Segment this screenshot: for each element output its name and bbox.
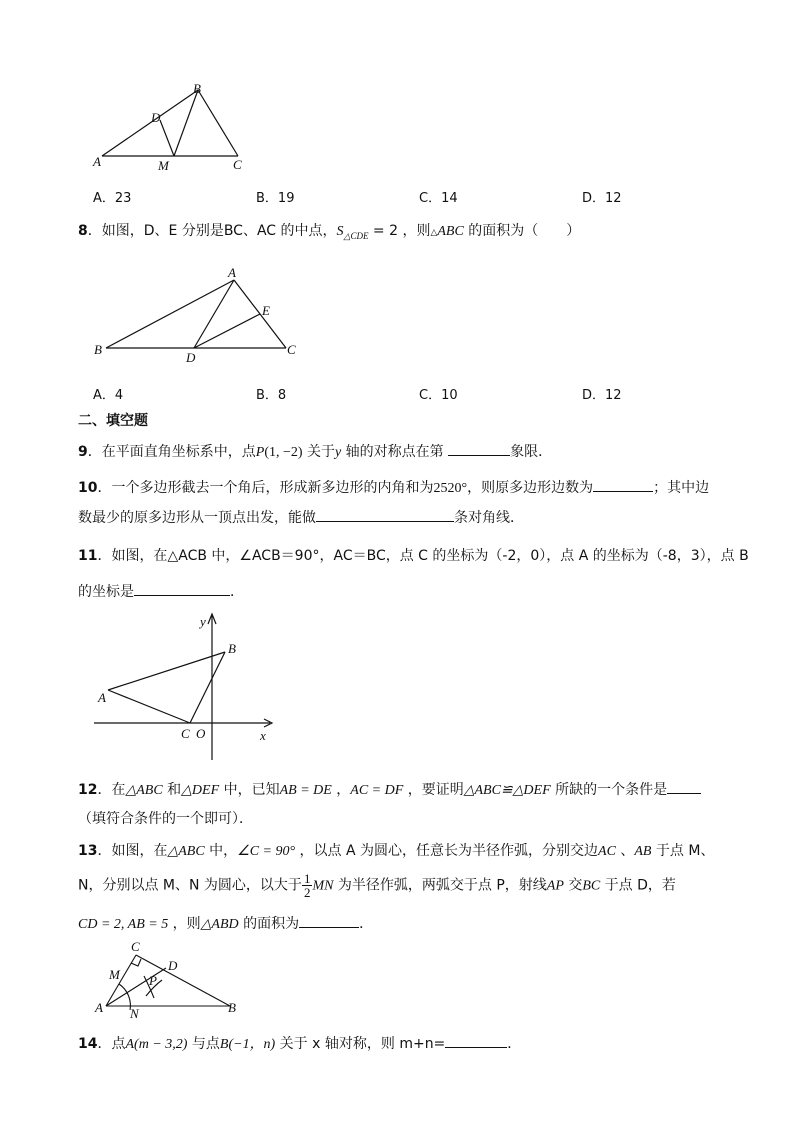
label-C: C [131,939,140,954]
given-values: CD = 2, AB = 5 [78,917,169,932]
fraction-half: $\frac{1}{2}$ [303,871,311,900]
label-B: B [228,1000,236,1015]
label-P: P [149,973,157,988]
label-D: D [186,350,196,365]
side-ab: AB [634,844,652,859]
side-ac: AC [598,844,616,859]
question-text: ．在 [97,782,126,798]
answer-blank[interactable] [448,441,510,456]
axis-name: y [335,445,342,460]
question-text: 中， [204,843,238,859]
question-text: ．在平面直角坐标系中，点 [87,444,256,460]
answer-blank[interactable] [667,779,701,794]
question-text: ，则 [398,223,431,239]
point-b: B [219,1037,229,1052]
question-text: 轴的对称点在第 [341,444,444,460]
label-A: A [228,265,236,280]
option-b[interactable]: B．8 [256,388,287,403]
question-text: 象限． [510,444,553,460]
label-A: A [95,1000,103,1015]
side-bc: BC [582,878,601,894]
question-12-line-2 [78,809,253,829]
question-text: 关于 [302,444,335,460]
point-a-coordinates: (m − 3,2) [134,1037,188,1052]
question-10-line-2 [78,507,524,528]
point-b-coordinates: (−1，n) [228,1037,276,1052]
question-text: ，要证明 [403,782,464,798]
point-a: A [125,1037,135,1052]
q11-figure [90,610,290,770]
question-text: 于点 M、 [651,843,715,859]
label-M: M [109,967,120,982]
question-text: 中，已知 [219,782,280,798]
question-11-line-1 [78,546,749,566]
triangle-abd: △ABD [200,917,239,932]
question-text: ，则 [168,916,201,932]
question-text: 数最少的原多边形从一顶点出发，能做 [78,510,316,526]
point-coordinates: (1, −2) [264,445,303,460]
question-13-line-2 [78,872,676,899]
question-text: ，以点 A 为圆心，任意长为半径作弧，分别交边 [295,843,599,859]
label-C: C [233,157,242,172]
triangle-name: ABC [437,224,464,239]
question-11-line-2 [78,581,244,602]
right-angle: ∠C = 90° [237,844,296,859]
question-text: 于点 D，若 [600,877,676,894]
answer-blank[interactable] [299,913,359,928]
question-text: 、 [615,843,635,859]
question-text: ． [230,584,244,600]
question-text: ． [359,916,374,932]
triangle-abc: △ABC [125,783,163,798]
q13-figure [90,938,250,1020]
question-text: ． [507,1036,522,1052]
option-c[interactable]: C．14 [419,191,458,206]
question-text: ， [331,782,351,798]
option-a[interactable]: A．23 [93,191,132,206]
answer-blank[interactable] [134,581,230,596]
question-12-line-1 [78,779,701,801]
question-number: 13 [78,843,98,859]
area-symbol: S [336,224,344,239]
answer-blank[interactable] [593,477,653,492]
question-text: 的面积为（ ） [463,223,581,239]
option-d[interactable]: D．12 [582,191,622,206]
question-number: 10 [78,480,98,496]
label-A: A [93,154,101,169]
point-name: P [255,445,265,460]
question-text: 的面积为 [238,916,300,932]
label-M: M [158,158,169,173]
question-text: ．如图，在△ACB 中，∠ACB＝90°，AC＝BC，点 C 的坐标为（-2，0），点 A 的坐标为（-8，3），点 B [97,548,749,564]
question-text: N，分别以点 M、N 为圆心，以大于 [78,877,302,894]
question-text: ，则原多边形边数为 [467,480,594,496]
question-text: （填符合条件的一个即可）． [78,811,253,827]
angle-sum: 2520° [433,481,468,496]
question-number: 11 [78,548,98,564]
congruence-statement: △ABC≌△DEF [463,783,551,798]
question-text: 关于 x 轴对称，则 m+n= [275,1036,446,1052]
question-text: 所缺的一个条件是 [550,782,668,798]
question-text: ．如图，D、E 分别是BC、AC 的中点， [87,223,337,239]
triangle-abc: △ABC [167,844,205,859]
question-9 [78,441,552,463]
question-number: 9 [78,444,88,460]
triangle-def: △DEF [181,783,220,798]
label-C: C [181,726,190,741]
question-text: 为半径作弧，两弧交于点 P，射线 [333,877,547,894]
q8-figure [90,262,310,367]
area-value: = 2 [368,223,398,239]
question-text: ．一个多边形截去一个角后，形成新多边形的内角和为 [97,480,434,496]
area-subscript: △CDE [343,230,369,241]
question-13-line-3 [78,913,373,935]
label-B: B [228,641,236,656]
label-D: D [168,958,178,973]
option-b[interactable]: B．19 [256,191,295,206]
question-text: 和 [162,782,182,798]
question-10-line-1 [78,477,709,499]
question-number: 8 [78,223,88,239]
label-A: A [98,690,106,705]
question-text: ；其中边 [653,480,710,496]
q7-figure [90,80,260,175]
option-c[interactable]: C．10 [419,388,458,403]
label-D: D [151,110,161,125]
label-C: C [287,342,296,357]
question-14 [78,1033,521,1055]
label-N: N [130,1006,139,1020]
question-text: ．如图，在 [97,843,168,859]
option-d[interactable]: D．12 [582,388,622,403]
triangle-symbol: △ [430,228,438,238]
section-title: 二、填空题 [78,413,148,429]
question-13-line-1 [78,841,714,862]
ray-ap: AP [546,878,564,894]
answer-blank[interactable] [316,507,454,522]
condition-1: AB = DE [279,783,332,798]
label-O: O [196,726,206,741]
label-x: x [260,728,266,743]
question-text: ．点 [97,1036,126,1052]
question-text: 条对角线． [454,510,524,526]
answer-blank[interactable] [445,1033,507,1048]
label-B: B [94,342,102,357]
option-a[interactable]: A．4 [93,388,124,403]
question-text: 的坐标是 [78,584,134,600]
segment-mn: MN [312,878,334,894]
question-number: 12 [78,782,98,798]
question-text: 交 [563,877,583,894]
question-text: 与点 [187,1036,220,1052]
condition-2: AC = DF [350,783,404,798]
label-y: y [200,614,206,629]
label-E: E [262,303,270,318]
label-B: B [193,81,201,96]
question-number: 14 [78,1036,98,1052]
question-8 [78,221,580,246]
